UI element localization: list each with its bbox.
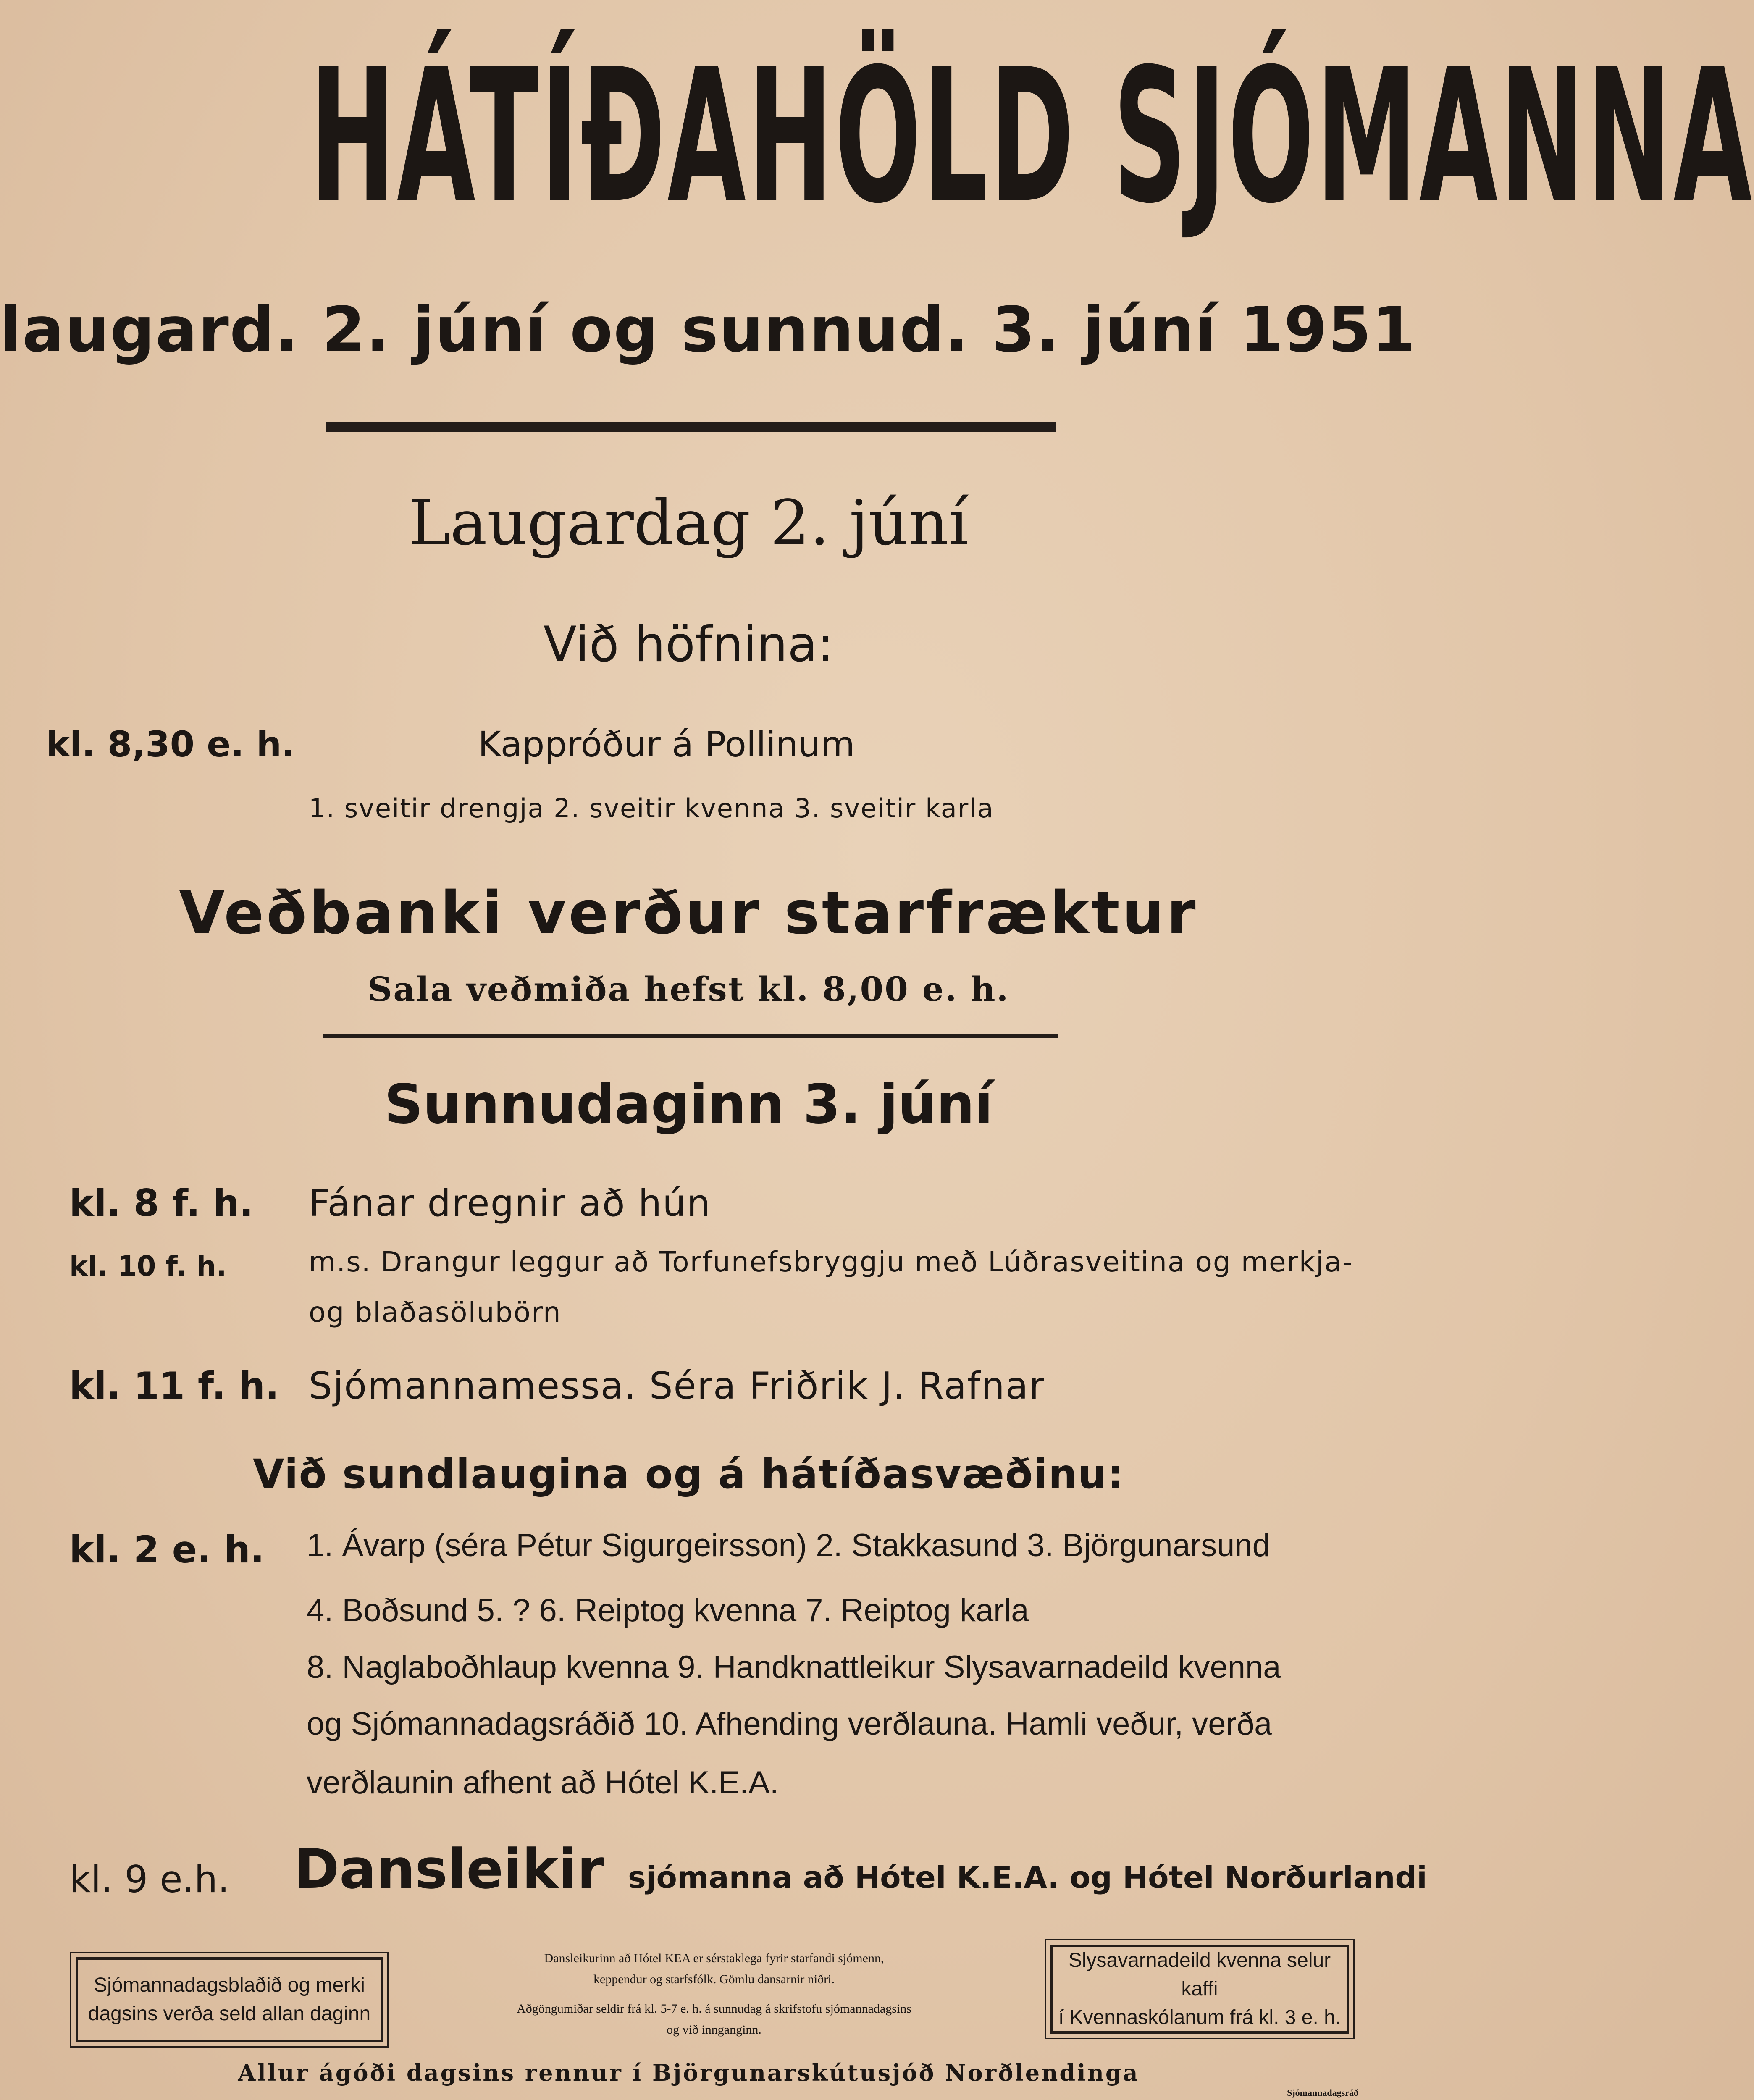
program-line: 1. Ávarp (séra Pétur Sigurgeirsson) 2. Stakkasund 3. Björgunarsund [307,1528,1270,1563]
fine-print-line: Dansleikurinn að Hótel KEA er sérstaklega fyrir starfandi sjómenn, [544,1951,884,1965]
schedule-text-continued: og blaðasölubörn [309,1296,562,1328]
footer-text: Allur ágóði dagsins rennur í Björgunarskútusjóð Norðlendinga [238,2059,1140,2086]
schedule-text: Fánar dregnir að hún [309,1181,711,1225]
program-line: verðlaunin afhent að Hótel K.E.A. [307,1765,779,1801]
harbor-heading: Við höfnina: [543,616,834,673]
magazine-notice-line: Sjómannadagsblaðið og merki [94,1974,365,1996]
schedule-text: m.s. Drangur leggur að Torfunefsbryggju með Lúðrasveitina og merkja- [309,1246,1353,1278]
dance-text: sjómanna að Hótel K.E.A. og Hótel Norðurlandi [628,1860,1427,1895]
poster-title: HÁTÍÐAHÖLD SJÓMANNA [310,29,1754,244]
fine-print-line: Aðgöngumiðar seldir frá kl. 5-7 e. h. á sunnudag á skrifstofu sjómannadagsins [517,2002,911,2016]
betting-heading: Veðbanki verður starfræktur [179,879,1198,948]
betting-subtext: Sala veðmiða hefst kl. 8,00 e. h. [368,969,1010,1009]
program-line: 8. Naglaboðhlaup kvenna 9. Handknattleikur Slysavarnadeild kvenna [307,1649,1281,1685]
schedule-time: kl. 11 f. h. [69,1364,279,1407]
pool-heading: Við sundlaugina og á hátíðasvæðinu: [253,1451,1124,1498]
event-time: kl. 8,30 e. h. [46,724,295,765]
divider-middle [323,1034,1058,1038]
saturday-heading: Laugardag 2. júní [409,487,969,559]
signature: Sjómannadagsráð [1287,2087,1358,2098]
dance-time: kl. 9 e.h. [69,1858,230,1901]
event-subtext: 1. sveitir drengja 2. sveitir kvenna 3. sveitir karla [309,793,994,824]
schedule-text: Sjómannamessa. Séra Friðrik J. Rafnar [309,1364,1045,1407]
schedule-time: kl. 10 f. h. [69,1250,227,1282]
schedule-time: kl. 8 f. h. [69,1181,254,1225]
coffee-notice-box [1050,1945,1349,2034]
magazine-notice-box [76,1957,383,2042]
event-text: Kappróður á Pollinum [478,724,855,765]
program-line: 4. Boðsund 5. ? 6. Reiptog kvenna 7. Reiptog karla [307,1593,1029,1628]
fine-print-line: keppendur og starfsfólk. Gömlu dansarnir niðri. [593,1972,835,1986]
program-line: og Sjómannadagsráðið 10. Afhending verðlauna. Hamli veður, verða [307,1706,1272,1742]
sunday-heading: Sunnudaginn 3. júní [384,1073,993,1136]
coffee-notice-line: í Kvennaskólanum frá kl. 3 e. h. [1058,2006,1341,2029]
program-time: kl. 2 e. h. [69,1528,265,1571]
divider-top [326,422,1056,432]
dance-title: Dansleikir [294,1837,604,1901]
poster-dates: laugard. 2. júní og sunnud. 3. júní 1951 [0,294,1416,366]
magazine-notice-line: dagsins verða seld allan daginn [88,2003,371,2025]
fine-print-line: og við innganginn. [667,2023,761,2037]
coffee-notice-line: Slysavarnadeild kvenna selur kaffi [1068,1949,1331,2000]
